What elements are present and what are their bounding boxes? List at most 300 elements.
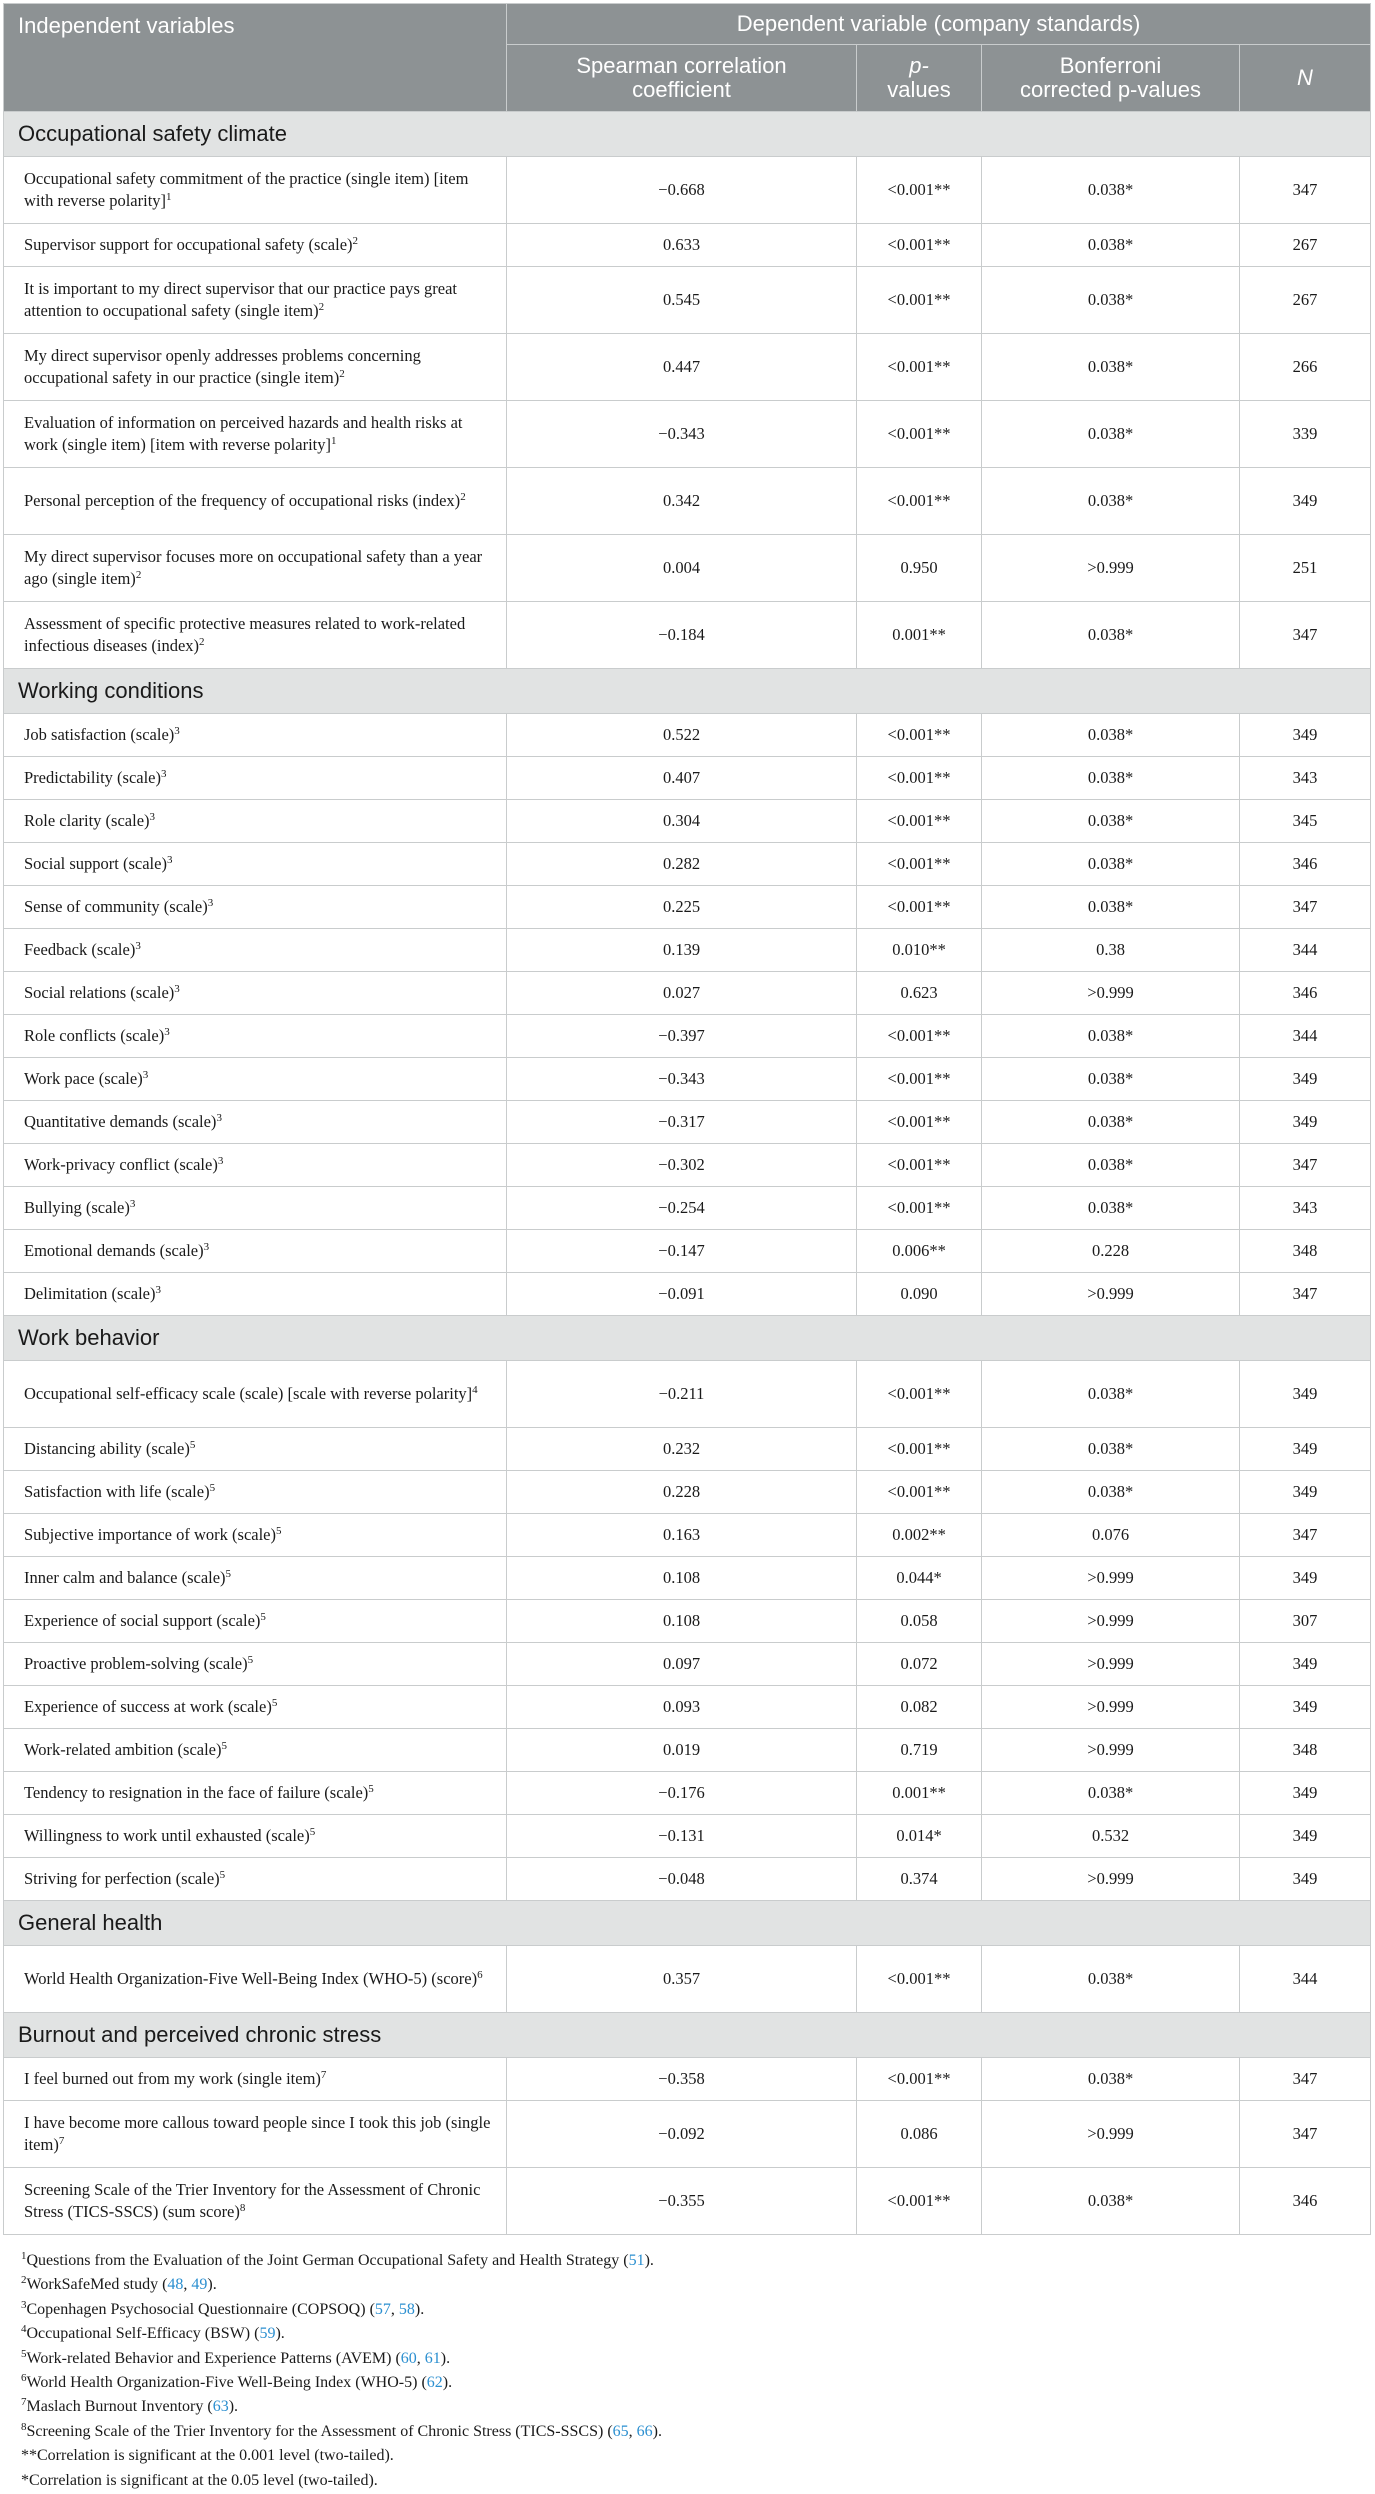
bonferroni-cell: 0.038* <box>982 1471 1240 1514</box>
n-cell: 346 <box>1240 843 1371 886</box>
table-row <box>4 1187 1371 1230</box>
variable-label-cell <box>4 1058 507 1101</box>
footnote-mark: 5 <box>209 1482 216 1494</box>
p-value-cell: 0.719 <box>857 1729 982 1772</box>
n-cell: 347 <box>1240 157 1371 224</box>
variable-label: My direct supervisor openly addresses problems concerning occupational safety in our practice (single item) <box>24 346 421 387</box>
table-row <box>4 401 1371 468</box>
footnote-mark: 6 <box>477 1969 483 1981</box>
reference-link[interactable]: 49 <box>191 2276 208 2294</box>
n-cell: 349 <box>1240 1815 1371 1858</box>
table-row <box>4 1643 1371 1686</box>
n-cell: 339 <box>1240 401 1371 468</box>
footnote-mark: 3 <box>166 854 173 866</box>
variable-label: Feedback (scale) <box>24 940 136 959</box>
correlation-table <box>3 3 1371 2235</box>
p-value-cell: <0.001** <box>857 401 982 468</box>
n-cell: 346 <box>1240 972 1371 1015</box>
footnote-mark: 3 <box>203 1241 210 1253</box>
footnote-end: ). <box>207 2276 217 2294</box>
coefficient-cell: −0.254 <box>507 1187 857 1230</box>
variable-label-cell <box>4 157 507 224</box>
coefficient-cell: 0.633 <box>507 224 857 267</box>
footnote-mark: 8 <box>21 2420 27 2433</box>
footnote-mark: 3 <box>155 1284 161 1296</box>
footnote-end: ). <box>228 2398 239 2416</box>
bonferroni-cell: 0.038* <box>982 1187 1240 1230</box>
coefficient-cell: 0.225 <box>507 886 857 929</box>
bonferroni-cell: >0.999 <box>982 1858 1240 1901</box>
variable-label-cell <box>4 1428 507 1471</box>
footnote-text: Work-related Behavior and Experience Patterns (AVEM) ( <box>26 2349 401 2367</box>
footnote-text: Maslach Burnout Inventory ( <box>26 2398 213 2416</box>
coefficient-cell: 0.545 <box>507 267 857 334</box>
variable-label-cell <box>4 1273 507 1316</box>
coefficient-cell: 0.097 <box>507 1643 857 1686</box>
footnote-mark: 2 <box>460 491 466 503</box>
table-row <box>4 1361 1371 1428</box>
n-cell: 348 <box>1240 1729 1371 1772</box>
n-cell: 349 <box>1240 1058 1371 1101</box>
variable-label: Occupational safety commitment of the practice (single item) [item with reverse polarity] <box>24 169 469 210</box>
variable-label: Distancing ability (scale) <box>24 1439 190 1458</box>
bonferroni-cell: >0.999 <box>982 972 1240 1015</box>
bonferroni-cell: >0.999 <box>982 2101 1240 2168</box>
reference-link[interactable]: 59 <box>259 2325 276 2343</box>
footnote-end: ). <box>644 2252 654 2269</box>
reference-link[interactable]: 62 <box>426 2374 443 2392</box>
reference-link[interactable]: 61 <box>424 2349 441 2367</box>
p-value-cell: <0.001** <box>857 267 982 334</box>
footnote-end: ). <box>414 2300 425 2318</box>
variable-label: Job satisfaction (scale) <box>24 725 175 744</box>
bonferroni-cell: 0.038* <box>982 2168 1240 2235</box>
variable-label: Striving for perfection (scale) <box>24 1869 220 1888</box>
footnote-mark: 5 <box>189 1439 196 1451</box>
variable-label: World Health Organization-Five Well-Being Index (WHO-5) (score) <box>24 1969 478 1988</box>
variable-label-cell <box>4 1144 507 1187</box>
footnote-mark: 5 <box>225 1568 232 1580</box>
n-cell: 345 <box>1240 800 1371 843</box>
coefficient-cell: 0.027 <box>507 972 857 1015</box>
coefficient-cell: 0.139 <box>507 929 857 972</box>
p-value-cell: <0.001** <box>857 1058 982 1101</box>
footnote: $^3$Copenhagen Psychosocial Questionnaire (COPSOQ) (57, 58). <box>21 2298 425 2318</box>
variable-label: Experience of success at work (scale) <box>24 1697 272 1716</box>
variable-label-cell <box>4 468 507 535</box>
p-value-cell: 0.082 <box>857 1686 982 1729</box>
table-body <box>4 112 1371 2235</box>
variable-label: Assessment of specific protective measures related to work-related infectious diseases (index) <box>24 614 466 655</box>
n-cell: 349 <box>1240 1428 1371 1471</box>
coefficient-cell: −0.317 <box>507 1101 857 1144</box>
footnote-mark: 7 <box>320 2069 327 2081</box>
section-title: General health <box>4 1901 1371 1946</box>
table-row <box>4 602 1371 669</box>
footnote-mark: 3 <box>174 725 180 737</box>
coefficient-cell: 0.093 <box>507 1686 857 1729</box>
section-header-row <box>4 112 1371 157</box>
footnote <box>21 2371 1370 2395</box>
footnote-mark: 3 <box>135 940 141 952</box>
variable-label-cell <box>4 714 507 757</box>
table-row <box>4 1230 1371 1273</box>
n-cell: 349 <box>1240 1557 1371 1600</box>
footnote-mark: 3 <box>164 1026 170 1038</box>
n-cell: 347 <box>1240 2058 1371 2101</box>
p-value-cell: <0.001** <box>857 757 982 800</box>
p-value-cell: 0.374 <box>857 1858 982 1901</box>
footnote-mark: 2 <box>318 301 325 313</box>
coefficient-cell: 0.004 <box>507 535 857 602</box>
variable-label: Subjective importance of work (scale) <box>24 1525 276 1544</box>
bonferroni-cell: 0.038* <box>982 468 1240 535</box>
variable-label: Work pace (scale) <box>24 1069 143 1088</box>
variable-label-cell <box>4 972 507 1015</box>
footnote-mark: 2 <box>135 569 142 581</box>
n-cell: 349 <box>1240 1101 1371 1144</box>
variable-label: Sense of community (scale) <box>24 897 208 916</box>
footnote-mark: 5 <box>219 1869 226 1881</box>
bonferroni-cell: >0.999 <box>982 1273 1240 1316</box>
variable-label-cell <box>4 224 507 267</box>
coefficient-cell: −0.131 <box>507 1815 857 1858</box>
footnote-mark: 4 <box>472 1384 478 1396</box>
p-value-cell: <0.001** <box>857 1428 982 1471</box>
footnote: $^5$Work-related Behavior and Experience Patterns (AVEM) (60, 61). <box>21 2347 451 2367</box>
variable-label-cell <box>4 1015 507 1058</box>
section-title: Working conditions <box>4 669 1371 714</box>
table-row <box>4 2101 1371 2168</box>
coefficient-cell: 0.522 <box>507 714 857 757</box>
table-row <box>4 157 1371 224</box>
coefficient-cell: −0.358 <box>507 2058 857 2101</box>
variable-label-cell <box>4 1187 507 1230</box>
bonferroni-cell: 0.038* <box>982 2058 1240 2101</box>
footnote-mark: 3 <box>149 811 156 823</box>
variable-label-cell <box>4 1230 507 1273</box>
coefficient-cell: 0.228 <box>507 1471 857 1514</box>
variable-label-cell <box>4 1101 507 1144</box>
bonferroni-cell: 0.038* <box>982 1946 1240 2013</box>
n-cell: 267 <box>1240 267 1371 334</box>
bonferroni-cell: 0.038* <box>982 157 1240 224</box>
table-row <box>4 2168 1371 2235</box>
p-value-cell: <0.001** <box>857 1101 982 1144</box>
n-cell: 347 <box>1240 1273 1371 1316</box>
table-row <box>4 1858 1371 1901</box>
footnote-end: ). <box>440 2349 451 2367</box>
coefficient-cell: 0.407 <box>507 757 857 800</box>
table-row <box>4 1101 1371 1144</box>
footnote-mark: 6 <box>21 2372 27 2385</box>
header-spearman: Spearman correlation coefficient <box>507 45 857 112</box>
variable-label: Bullying (scale) <box>24 1198 130 1217</box>
header-bonferroni: Bonferroni corrected p-values <box>982 45 1240 112</box>
reference-link[interactable]: 58 <box>398 2300 415 2318</box>
header-n: N <box>1240 45 1371 112</box>
footnote-mark: 3 <box>129 1198 136 1210</box>
table-row <box>4 535 1371 602</box>
p-value-cell: <0.001** <box>857 2058 982 2101</box>
variable-label: Satisfaction with life (scale) <box>24 1482 210 1501</box>
footnote <box>21 2322 1370 2346</box>
footnote-mark: 4 <box>21 2323 27 2336</box>
n-cell: 349 <box>1240 1772 1371 1815</box>
footnote-text: Questions from the Evaluation of the Joint German Occupational Safety and Health Strategy ( <box>26 2252 629 2269</box>
variable-label: Inner calm and balance (scale) <box>24 1568 226 1587</box>
footnote-end: ). <box>442 2374 453 2392</box>
n-cell: 347 <box>1240 1514 1371 1557</box>
bonferroni-cell: 0.038* <box>982 1428 1240 1471</box>
footnote-mark: 3 <box>216 1112 222 1124</box>
bonferroni-cell: 0.038* <box>982 602 1240 669</box>
p-value-cell: 0.001** <box>857 1772 982 1815</box>
coefficient-cell: −0.091 <box>507 1273 857 1316</box>
coefficient-cell: −0.397 <box>507 1015 857 1058</box>
table-row <box>4 334 1371 401</box>
p-value-cell: 0.010** <box>857 929 982 972</box>
p-value-cell: <0.001** <box>857 1187 982 1230</box>
section-header-row <box>4 669 1371 714</box>
table-row <box>4 757 1371 800</box>
variable-label-cell <box>4 1729 507 1772</box>
bonferroni-cell: 0.038* <box>982 267 1240 334</box>
n-cell: 347 <box>1240 602 1371 669</box>
footnote-mark: 3 <box>142 1069 149 1081</box>
n-cell: 349 <box>1240 1686 1371 1729</box>
footnote-text: Copenhagen Psychosocial Questionnaire (COPSOQ) ( <box>26 2300 375 2318</box>
variable-label-cell <box>4 1471 507 1514</box>
coefficient-cell: 0.447 <box>507 334 857 401</box>
p-value-cell: <0.001** <box>857 1471 982 1514</box>
bonferroni-cell: 0.038* <box>982 334 1240 401</box>
table-row <box>4 1772 1371 1815</box>
variable-label-cell <box>4 843 507 886</box>
variable-label: Work-related ambition (scale) <box>24 1740 222 1759</box>
n-cell: 344 <box>1240 1015 1371 1058</box>
header-independent-variables: Independent variables <box>4 4 507 112</box>
variable-label-cell <box>4 757 507 800</box>
footnote <box>21 2469 1370 2493</box>
footnote-mark: 5 <box>271 1697 278 1709</box>
table-row <box>4 1686 1371 1729</box>
variable-label-cell <box>4 886 507 929</box>
table-row <box>4 886 1371 929</box>
reference-link[interactable]: 48 <box>167 2276 184 2294</box>
variable-label: Willingness to work until exhausted (scale) <box>24 1826 310 1845</box>
footnote <box>21 2249 1370 2273</box>
coefficient-cell: 0.304 <box>507 800 857 843</box>
p-value-cell: 0.006** <box>857 1230 982 1273</box>
variable-label-cell <box>4 929 507 972</box>
bonferroni-cell: 0.038* <box>982 1144 1240 1187</box>
table-row <box>4 1058 1371 1101</box>
coefficient-cell: −0.343 <box>507 1058 857 1101</box>
n-cell: 349 <box>1240 1361 1371 1428</box>
n-cell: 344 <box>1240 929 1371 972</box>
table-row <box>4 1015 1371 1058</box>
footnote-mark: 1 <box>331 435 337 447</box>
variable-label-cell <box>4 602 507 669</box>
footnote-mark: 2 <box>352 235 359 247</box>
p-value-cell: 0.002** <box>857 1514 982 1557</box>
table-row <box>4 1946 1371 2013</box>
bonferroni-cell: 0.076 <box>982 1514 1240 1557</box>
n-cell: 348 <box>1240 1230 1371 1273</box>
table-row <box>4 1600 1371 1643</box>
variable-label-cell <box>4 800 507 843</box>
coefficient-cell: −0.092 <box>507 2101 857 2168</box>
n-cell: 347 <box>1240 2101 1371 2168</box>
table-row <box>4 1273 1371 1316</box>
section-title: Occupational safety climate <box>4 112 1371 157</box>
table-row <box>4 843 1371 886</box>
table-row <box>4 1557 1371 1600</box>
bonferroni-cell: >0.999 <box>982 535 1240 602</box>
section-header-row <box>4 2013 1371 2058</box>
coefficient-cell: −0.302 <box>507 1144 857 1187</box>
variable-label: Proactive problem-solving (scale) <box>24 1654 248 1673</box>
coefficient-cell: −0.668 <box>507 157 857 224</box>
variable-label-cell <box>4 1686 507 1729</box>
variable-label: Social support (scale) <box>24 854 167 873</box>
n-cell: 307 <box>1240 1600 1371 1643</box>
variable-label: I feel burned out from my work (single item) <box>24 2069 321 2088</box>
coefficient-cell: 0.019 <box>507 1729 857 1772</box>
bonferroni-cell: 0.532 <box>982 1815 1240 1858</box>
p-value-cell: <0.001** <box>857 886 982 929</box>
table-row <box>4 267 1371 334</box>
footnote-text: **Correlation is significant at the 0.001 level (two-tailed). <box>21 2447 394 2465</box>
variable-label: Work-privacy conflict (scale) <box>24 1155 218 1174</box>
variable-label-cell <box>4 1946 507 2013</box>
variable-label: Quantitative demands (scale) <box>24 1112 217 1131</box>
section-header-row <box>4 1901 1371 1946</box>
variable-label-cell <box>4 1600 507 1643</box>
table-row <box>4 2058 1371 2101</box>
footnote-mark: 3 <box>161 768 167 780</box>
bonferroni-cell: >0.999 <box>982 1729 1240 1772</box>
variable-label-cell <box>4 1772 507 1815</box>
variable-label-cell <box>4 1557 507 1600</box>
p-value-cell: 0.001** <box>857 602 982 669</box>
coefficient-cell: −0.147 <box>507 1230 857 1273</box>
variable-label: My direct supervisor focuses more on occupational safety than a year ago (single item) <box>24 547 483 588</box>
p-value-cell: <0.001** <box>857 843 982 886</box>
reference-link[interactable]: 51 <box>628 2252 645 2269</box>
variable-label: Experience of social support (scale) <box>24 1611 261 1630</box>
footnote-mark: 3 <box>174 983 180 995</box>
footnote-mark: 5 <box>260 1611 266 1623</box>
coefficient-cell: −0.211 <box>507 1361 857 1428</box>
variable-label-cell <box>4 1361 507 1428</box>
reference-link[interactable]: 63 <box>212 2398 229 2416</box>
variable-label-cell <box>4 535 507 602</box>
variable-label-cell <box>4 2058 507 2101</box>
coefficient-cell: −0.176 <box>507 1772 857 1815</box>
reference-link[interactable]: 66 <box>636 2422 653 2440</box>
p-value-cell: 0.014* <box>857 1815 982 1858</box>
n-cell: 344 <box>1240 1946 1371 2013</box>
p-value-cell: 0.090 <box>857 1273 982 1316</box>
header-dependent-variable: Dependent variable (company standards) <box>507 4 1371 45</box>
coefficient-cell: 0.232 <box>507 1428 857 1471</box>
footnote-end: ). <box>652 2422 662 2440</box>
coefficient-cell: 0.342 <box>507 468 857 535</box>
table-row <box>4 1144 1371 1187</box>
bonferroni-cell: 0.38 <box>982 929 1240 972</box>
footnote-mark: 2 <box>199 636 205 648</box>
n-cell: 349 <box>1240 1643 1371 1686</box>
bonferroni-cell: 0.038* <box>982 224 1240 267</box>
variable-label: Social relations (scale) <box>24 983 175 1002</box>
footnote-mark: 2 <box>21 2274 27 2287</box>
n-cell: 349 <box>1240 1858 1371 1901</box>
coefficient-cell: −0.355 <box>507 2168 857 2235</box>
bonferroni-cell: 0.038* <box>982 843 1240 886</box>
n-cell: 349 <box>1240 468 1371 535</box>
footnote-mark: 5 <box>276 1525 282 1537</box>
variable-label-cell <box>4 1858 507 1901</box>
bonferroni-cell: >0.999 <box>982 1557 1240 1600</box>
coefficient-cell: −0.048 <box>507 1858 857 1901</box>
variable-label: Role clarity (scale) <box>24 811 150 830</box>
n-cell: 251 <box>1240 535 1371 602</box>
table-row <box>4 1428 1371 1471</box>
footnote <box>21 2444 1370 2468</box>
variable-label: Personal perception of the frequency of occupational risks (index) <box>24 491 461 510</box>
n-cell: 346 <box>1240 2168 1371 2235</box>
reference-link[interactable]: 57 <box>374 2300 391 2318</box>
p-value-cell: 0.072 <box>857 1643 982 1686</box>
footnote-mark: 3 <box>217 1155 224 1167</box>
table-row <box>4 1815 1371 1858</box>
coefficient-cell: 0.108 <box>507 1600 857 1643</box>
variable-label: Evaluation of information on perceived hazards and health risks at work (single item) [item with reverse polarity] <box>24 413 463 454</box>
footnote: $^8$Screening Scale of the Trier Inventory for the Assessment of Chronic Stress (TICS-SSCS) (65, 66). <box>21 2420 662 2440</box>
p-value-cell: <0.001** <box>857 800 982 843</box>
footnote <box>21 2395 1370 2419</box>
bonferroni-cell: 0.038* <box>982 1058 1240 1101</box>
header-p-values: p- values <box>857 45 982 112</box>
bonferroni-cell: >0.999 <box>982 1600 1240 1643</box>
n-cell: 343 <box>1240 757 1371 800</box>
bonferroni-cell: 0.038* <box>982 1015 1240 1058</box>
footnote-text: WorkSafeMed study ( <box>26 2276 168 2294</box>
bonferroni-cell: 0.038* <box>982 886 1240 929</box>
footnote-mark: 5 <box>21 2347 27 2360</box>
p-value-cell: <0.001** <box>857 1361 982 1428</box>
reference-link[interactable]: 60 <box>400 2349 417 2367</box>
p-value-cell: <0.001** <box>857 224 982 267</box>
variable-label-cell <box>4 267 507 334</box>
n-cell: 267 <box>1240 224 1371 267</box>
p-value-cell: <0.001** <box>857 468 982 535</box>
n-cell: 347 <box>1240 886 1371 929</box>
section-title: Burnout and perceived chronic stress <box>4 2013 1371 2058</box>
variable-label-cell <box>4 401 507 468</box>
bonferroni-cell: 0.038* <box>982 757 1240 800</box>
variable-label: I have become more callous toward people since I took this job (single item) <box>24 2113 491 2154</box>
results-table-figure <box>3 3 1370 2493</box>
footnote-mark: 7 <box>58 2135 65 2147</box>
footnote-mark: 5 <box>247 1654 254 1666</box>
reference-link[interactable]: 65 <box>612 2422 629 2440</box>
table-row <box>4 972 1371 1015</box>
n-cell: 349 <box>1240 714 1371 757</box>
variable-label: Occupational self-efficacy scale (scale) [scale with reverse polarity] <box>24 1384 473 1403</box>
